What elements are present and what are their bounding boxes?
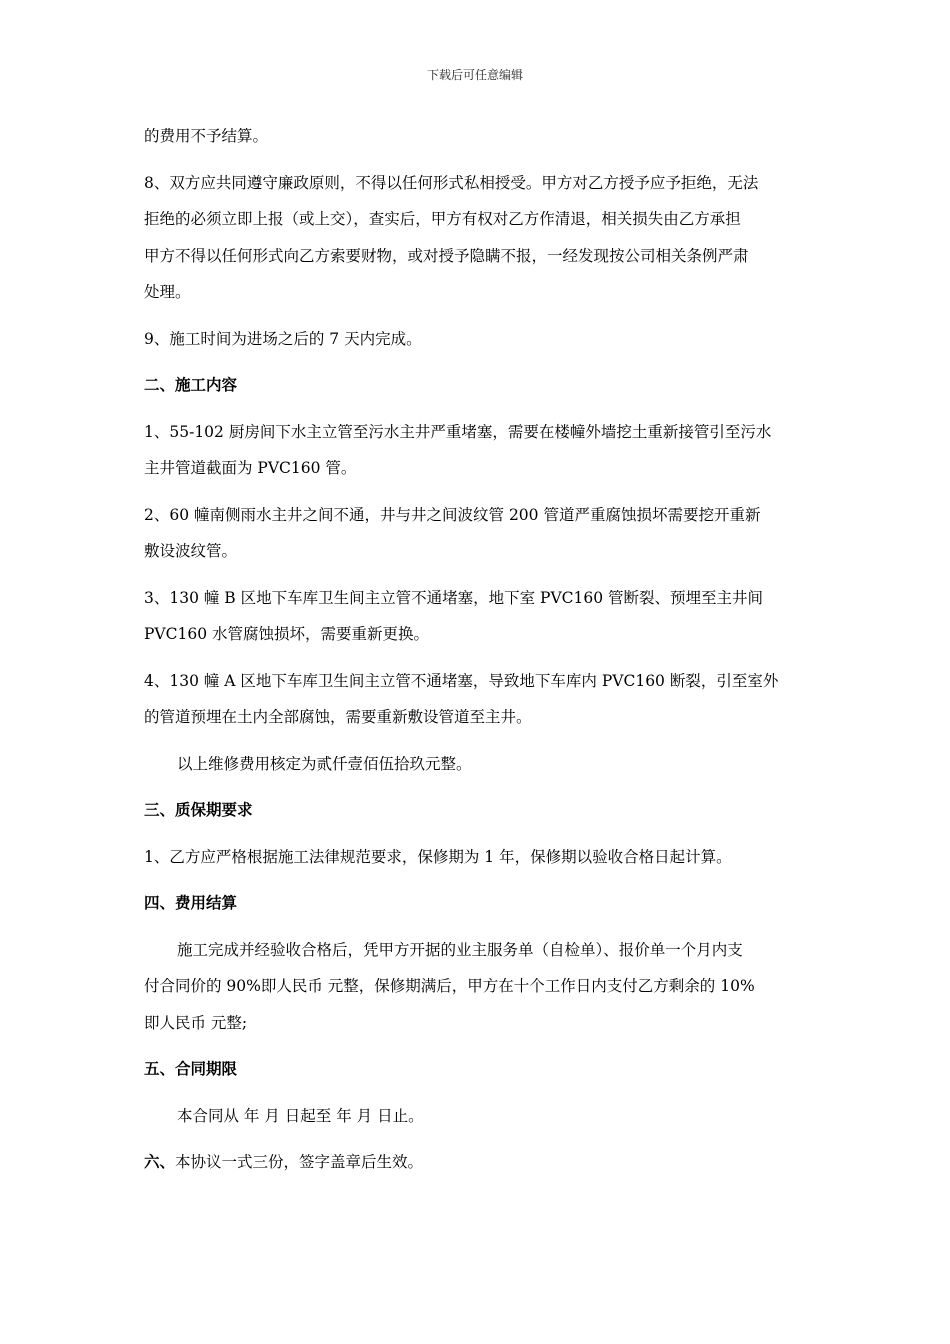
contract-body [144, 118, 810, 1181]
item-line: 1、55-102 厨房间下水主立管至污水主井严重堵塞，需要在楼幢外墙挖土重新接管引至污水 [144, 422, 772, 441]
section-2-title: 二、施工内容 [144, 375, 238, 394]
clause-9: 9、施工时间为进场之后的 7 天内完成。 [144, 329, 422, 348]
section-2-item-3 [144, 580, 810, 653]
section-5-body: 本合同从 年 月 日起至 年 月 日止。 [177, 1106, 424, 1125]
section-2-item-4 [144, 663, 810, 736]
clause-8-line: 8、双方应共同遵守廉政原则，不得以任何形式私相授受。甲方对乙方授予应予拒绝，无法 [144, 173, 759, 192]
section-2-item-1 [144, 414, 810, 487]
item-line: 敷设波纹管。 [144, 542, 238, 560]
section-6-prefix: 六、 [144, 1152, 176, 1171]
item-line: 的管道预埋在土内全部腐蚀，需要重新敷设管道至主井。 [144, 708, 532, 726]
section-2-item-2 [144, 497, 810, 570]
page-header-note: 下载后可任意编辑 [426, 68, 523, 82]
section-4-line: 即人民币 元整; [144, 1013, 248, 1032]
clause-8-line: 甲方不得以任何形式向乙方索要财物，或对授予隐瞒不报，一经发现按公司相关条例严肃 [144, 246, 749, 265]
clause-8 [144, 165, 810, 311]
section-6 [144, 1144, 810, 1181]
item-line: 4、130 幢 A 区地下车库卫生间主立管不通堵塞，导致地下车库内 PVC160 断裂，引至室外 [144, 671, 779, 690]
item-line: 2、60 幢南侧雨水主井之间不通，井与井之间波纹管 200 管道严重腐蚀损坏需要挖开重新 [144, 505, 761, 524]
section-3-item-1: 1、乙方应严格根据施工法律规范要求，保修期为 1 年，保修期以验收合格日起计算。 [144, 847, 732, 866]
section-4-title: 四、费用结算 [144, 893, 238, 912]
item-line: 3、130 幢 B 区地下车库卫生间主立管不通堵塞，地下室 PVC160 管断裂、预埋至主井间 [144, 588, 764, 607]
section-4-line: 施工完成并经验收合格后，凭甲方开据的业主服务单（自检单）、报价单一个月内支 [177, 940, 743, 959]
clause-8-line: 处理。 [144, 283, 191, 301]
item-line: 主井管道截面为 PVC160 管。 [144, 459, 357, 477]
section-4-body [144, 932, 810, 1042]
item-line: PVC160 水管腐蚀损坏，需要重新更换。 [144, 625, 429, 643]
section-3-title: 三、质保期要求 [144, 800, 253, 819]
clause-8-line: 拒绝的必须立即上报（或上交），查实后，甲方有权对乙方作清退，相关损失由乙方承担 [144, 210, 741, 228]
section-5-title: 五、合同期限 [144, 1059, 238, 1078]
section-6-body: 本协议一式三份，签字盖章后生效。 [175, 1153, 424, 1171]
section-2-summary: 以上维修费用核定为贰仟壹佰伍拾玖元整。 [177, 754, 472, 773]
clause-7-tail: 的费用不予结算。 [144, 127, 269, 145]
section-4-line: 付合同价的 90%即人民币 元整，保修期满后，甲方在十个工作日内支付乙方剩余的 10% [144, 977, 755, 995]
